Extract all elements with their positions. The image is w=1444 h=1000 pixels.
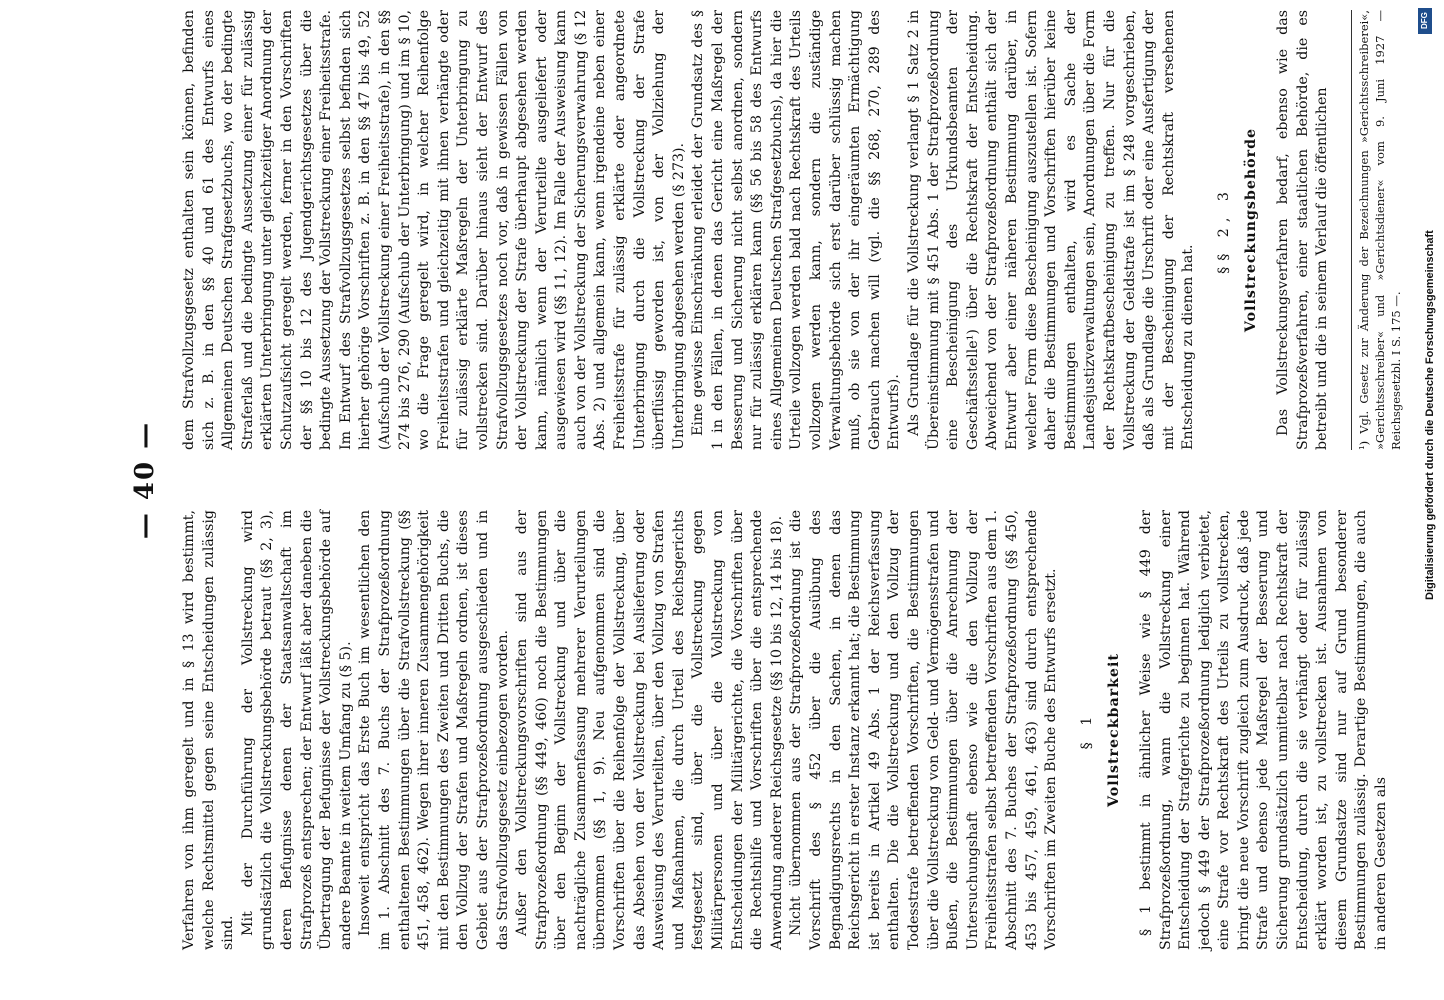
paragraph: Nicht übernommen aus der Strafprozeßordnung ist die Vorschrift des § 452 über die Ausübung des Begnadigungsrechts in den Sachen, in denen das Reichsgericht in erster Instanz erkannt hat; die Bestimmung ist bereits in Artikel 49 Abs. 1 der Reichsverfassung enthalten. Die die Vollstreckung und den Vollzug der Todesstrafe betreffenden Vorschriften, die Bestimmungen über die Vollstreckung von Geld- und Vermögensstrafen und Bußen, die Bestimmungen über die Anrechnung der Untersuchungshaft ebenso wie die den Vollzug der Freiheitsstrafen selbst betreffenden Vorschriften aus dem 1. Abschnitt des 7. Buches der Strafprozeßordnung (§§ 450, 453 bis 457, 459, 461, 463) sind durch entsprechende Vorschriften im Zweiten Buche des Entwurfs ersetzt.: [788, 510, 1060, 950]
footnotes: [1351, 10, 1404, 450]
paragraph: Insoweit entspricht das Erste Buch im wesentlichen den im 1. Abschnitt des 7. Buchs der Strafprozeßordnung enthaltenen Bestimmungen über die Strafvollstreckung (§§ 451, 458, 462). Wegen ihrer inneren Zusammengehörigkeit mit den Bestimmungen des Zweiten und Dritten Buchs, die den Vollzug der Strafen und Maßregeln ordnen, ist dieses Gebiet aus der Strafprozeßordnung ausgeschieden und in das Strafvollzugsgesetz einbezogen worden.: [357, 510, 511, 950]
paragraph: Außer den Vollstreckungsvorschriften sind aus der Strafprozeßordnung (§§ 449, 460) noch die Bestimmungen über den Beginn der Vollstreckung und über die nachträgliche Zusammenfassung mehrerer Verurteilungen übernommen (§§ 1, 9). Neu aufgenommen sind die Vorschriften über die Reihenfolge der Vollstreckung, über das Absehen von der Vollstreckung bei Auslieferung oder Ausweisung des Verurteilten, über den Vollzug von Strafen und Maßnahmen, die durch Urteil des Reichsgerichts festgesetzt sind, über die Vollstreckung gegen Militärpersonen und über die Vollstreckung von Entscheidungen der Militärgerichte, die Vorschriften über die Rechtshilfe und Vorschriften über die entsprechende Anwendung anderer Reichsgesetze (§§ 10 bis 12, 14 bis 18).: [514, 510, 785, 950]
section-number: §§ 2, 3: [1215, 186, 1232, 274]
paragraph: Verfahren von ihm geregelt und in § 13 wird bestimmt, welche Rechtsmittel gegen seine Entscheidungen zulässig sind.: [181, 510, 237, 950]
left-column: [180, 510, 1392, 950]
paragraph: Eine gewisse Einschränkung erleidet der Grundsatz des § 1 in den Fällen, in denen das Gericht eine Maßregel der Besserung und Sicherung nicht selbst anordnen, sondern nur für zulässig erklären kann (§§ 56 bis 58 des Entwurfs eines Allgemeinen Deutschen Strafgesetzbuchs), da hier die Urteile vollzogen werden bald nach Rechtskraft des Urteils vollzogen werden kann, sondern die zuständige Verwaltungsbehörde sich erst darüber schlüssig machen muß, ob sie von der ihr eingeräumten Ermächtigung Gebrauch machen will (vgl. die §§ 268, 270, 289 des Entwurfs).: [690, 10, 903, 450]
footnote: ¹) Vgl. Gesetz zur Änderung der Bezeichnungen »Gerichtsschreiberei«, »Gerichtsschreiber« und »Gerichtsdiener« vom 9. Juni 1927 — Reichsgesetzbl. I S. 175 —.: [1356, 10, 1403, 450]
section-title: Vollstreckungsbehörde: [1243, 127, 1260, 333]
dfg-logo-icon: DFG: [1418, 8, 1432, 34]
rotated-document-page: [110, 0, 1403, 960]
section-number: § 1: [1078, 710, 1095, 750]
paragraph: Als Grundlage für die Vollstreckung verlangt § 1 Satz 2 in Übereinstimmung mit § 451 Abs. 1 der Strafprozeßordnung eine Bescheinigung des Urkundsbeamten der Geschäftsstelle¹) über die Rechtskraft der Entscheidung. Abweichend von der Strafprozeßordnung enthält sich der Entwurf aber einer näheren Bestimmung darüber, in welcher Form diese Bescheinigung auszustellen ist. Sofern daher die Bestimmungen und Vorschriften hierüber keine Bestimmungen enthalten, wird es Sache der Landesjustizverwaltungen sein, Anordnungen über die Form der Rechtskraftbescheinigung zu treffen. Nur für die Vollstreckung der Geldstrafe ist im § 248 vorgeschrieben, daß als Grundlage die Urschrift oder eine Ausfertigung der mit der Bescheinigung der Rechtskraft versehenen Entscheidung zu dienen hat.: [905, 10, 1197, 450]
paragraph: dem Strafvollzugsgesetz enthalten sein können, befinden sich z. B. in den §§ 40 und 61 des Entwurfs eines Allgemeinen Deutschen Strafgesetzbuchs, wo der bedingte Straferlaß und die bedingte Aussetzung einer für zulässig erklärten Unterbringung unter gleichzeitiger Anordnung der Schutzaufsicht geregelt werden, ferner in den Vorschriften der §§ 10 bis 12 des Jugendgerichtsgesetzes über die bedingte Aussetzung der Vollstreckung einer Freiheitsstrafe. Im Entwurf des Strafvollzugsgesetzes selbst befinden sich hierher gehörige Vorschriften z. B. in den §§ 47 bis 49, 52 (Aufschub der Vollstreckung einer Freiheitsstrafe), in den §§ 274 bis 276, 290 (Aufschub der Unterbringung) und im § 10, wo die Frage geregelt wird, in welcher Reihenfolge Freiheitsstrafen und gleichzeitig mit ihnen verhängte oder für zulässig erklärte Maßregeln der Unterbringung zu vollstrecken sind. Darüber hinaus sieht der Entwurf des Strafvollzugsgesetzes noch vor, daß in gewissen Fällen von der Vollstreckung der Strafe überhaupt abgesehen werden kann, nämlich wenn der Verurteilte ausgeliefert oder ausgewiesen wird (§§ 11, 12). Im Falle der Ausweisung kann auch von der Vollstreckung der Sicherungsverwahrung (§ 12 Abs. 2) und allgemein kann, wenn irgendeine neben einer Freiheitsstrafe für zulässig erklärte oder angeordnete Unterbringung durch die Vollstreckung der Strafe überflüssig geworden ist, von der Vollziehung der Unterbringung abgesehen werden (§ 273).: [181, 10, 687, 450]
right-column: [180, 10, 1404, 450]
dfg-credit-text: Digitalisierung gefördert durch die Deutsche Forschungsgemeinschaft: [1424, 230, 1436, 600]
paragraph: Mit der Durchführung der Vollstreckung wird grundsätzlich die Vollstreckungsbehörde betraut (§§ 2, 3), deren Befugnisse denen der Staatsanwaltschaft im Strafprozeß entsprechen; der Entwurf läßt aber daneben die Übertragung der Befugnisse der Vollstreckungsbehörde auf andere Beamte in weitem Umfang zu (§ 5).: [239, 510, 354, 950]
credit-sidebar: [1408, 0, 1434, 1000]
page-number: — 40 —: [130, 420, 160, 540]
section-title: Vollstreckbarkeit: [1106, 653, 1123, 807]
paragraph: Das Vollstreckungsverfahren bedarf, ebenso wie das Strafprozeßverfahren, einer staatlichen Behörde, die es betreibt und die in seinem Verlauf die öffentlichen: [1275, 10, 1331, 450]
paragraph: § 1 bestimmt in ähnlicher Weise wie § 449 der Strafprozeßordnung, wann die Vollstreckung einer Entscheidung der Strafgerichte zu beginnen hat. Während jedoch § 449 der Strafprozeßordnung lediglich verbietet, eine Strafe vor Rechtskraft des Urteils zu vollstrecken, bringt die neue Vorschrift zugleich zum Ausdruck, daß jede Strafe und ebenso jede Maßregel der Besserung und Sicherung grundsätzlich unmittelbar nach Rechtskraft der Entscheidung, durch die sie verhängt oder für zulässig erklärt worden ist, zu vollstrecken ist. Ausnahmen von diesem Grundsatze sind nur auf Grund besonderer Bestimmungen zulässig. Derartige Bestimmungen, die auch in anderen Gesetzen als: [1137, 510, 1390, 950]
